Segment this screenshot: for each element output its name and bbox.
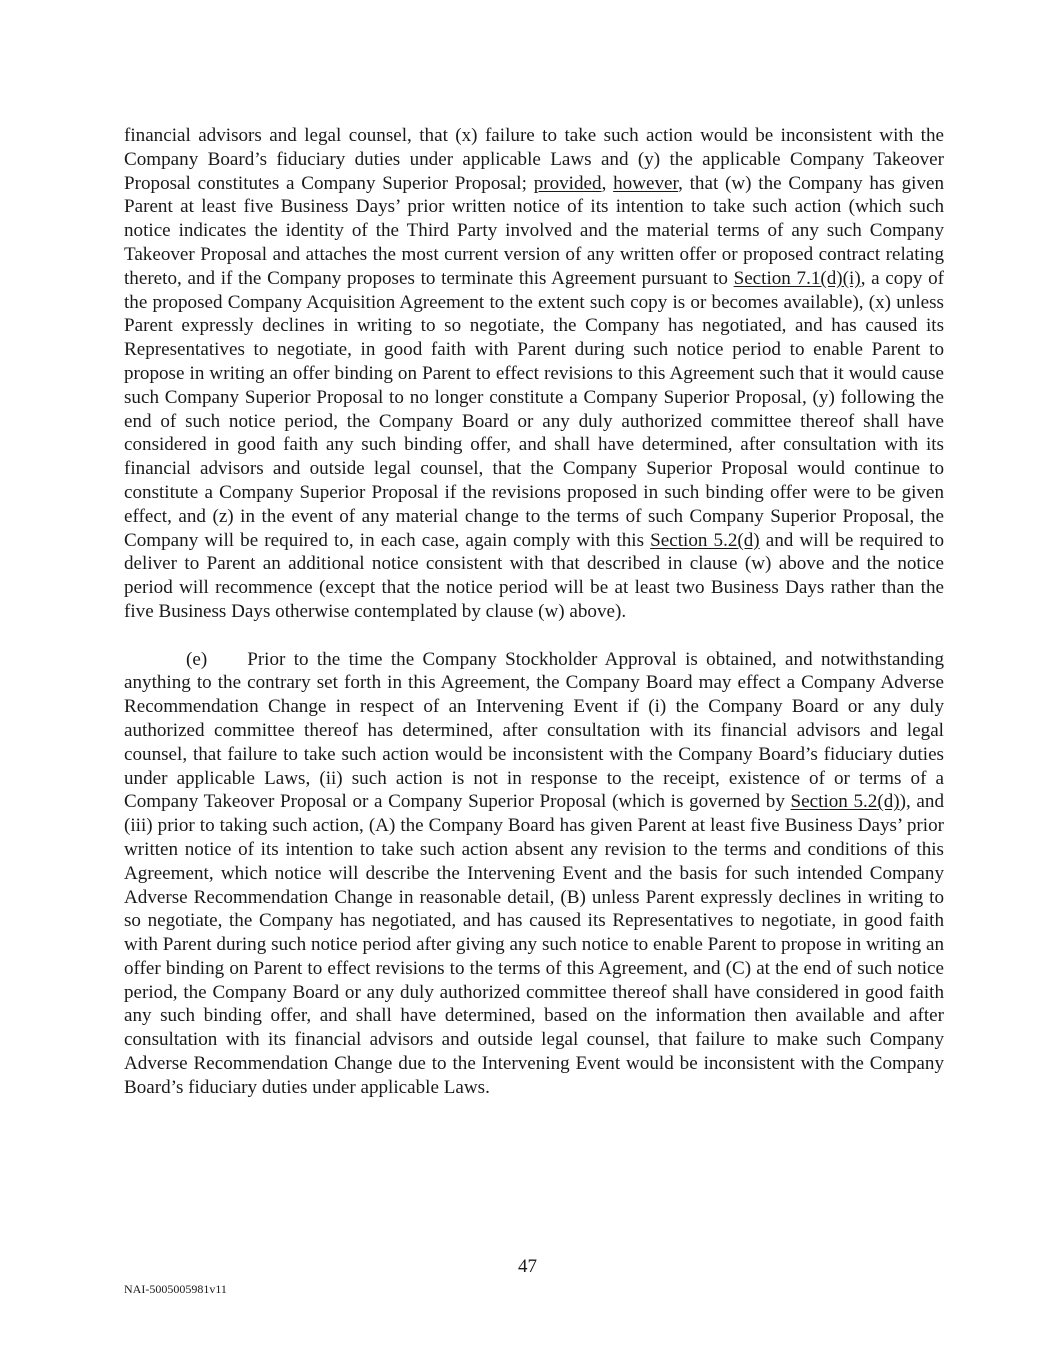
document-id: NAI-5005005981v11 (124, 1282, 227, 1296)
underlined-term: Section 5.2(d) (790, 791, 900, 813)
underlined-term: Section 5.2(d) (650, 529, 760, 551)
text-segment: , (601, 172, 614, 194)
underlined-term: Section 7.1(d)(i) (733, 267, 861, 289)
text-segment: ), and (iii) prior to taking such action, (A) the Company Board has given Parent at least five Business Days’ prior written notice of its intention to take such action absent any revision to the terms and conditions of this Agreement, which notice will describe the Intervening Event and the basis for such intended Company Adverse Recommendation Change in reasonable detail, (B) unless Parent expressly declines in writing to so negotiate, the Company has negotiated, and has caused its Representatives to negotiate, in good faith with Parent during such notice period after giving any such notice to enable Parent to propose in writing an offer binding on Parent to effect revisions to the terms of this Agreement, and (C) at the end of such notice period, the Company Board or any duly authorized committee thereof shall have considered in good faith any such binding offer, and shall have determined, based on the information then available and after consultation with its financial advisors and outside legal counsel, that failure to make such Company Adverse Recommendation Change due to the Intervening Event would be inconsistent with the Company Board’s fiduciary duties under applicable Laws. (124, 791, 944, 1098)
underlined-term: provided (533, 172, 602, 194)
body-text (124, 124, 944, 1100)
paragraph-section-e (124, 648, 944, 1100)
paragraph-continuation (124, 124, 944, 624)
text-segment: and will be required to deliver to Parent an additional notice consistent with that described in clause (w) above and the notice period will recommence (except that the notice period will be at least two Business Days rather than the five Business Days otherwise contemplated by clause (w) above). (124, 529, 944, 622)
text-segment: financial advisors and legal counsel, that (x) failure to take such action would be inconsistent with the Company Board’s fiduciary duties under applicable Laws and (y) the applicable Company Takeover Proposal constitutes a Company Superior Proposal; (124, 125, 944, 194)
page-number: 47 (518, 1256, 537, 1277)
text-segment: Prior to the time the Company Stockholder Approval is obtained, and notwithstanding anything to the contrary set forth in this Agreement, the Company Board may effect a Company Adverse Recommendation Change in respect of an Intervening Event if (i) the Company Board or any duly authorized committee thereof has determined, after consultation with its financial advisors and legal counsel, that failure to take such action would be inconsistent with the Company Board’s fiduciary duties under applicable Laws, (ii) such action is not in response to the receipt, existence of or terms of a Company Takeover Proposal or a Company Superior Proposal (which is governed by (124, 648, 944, 813)
underlined-term: however (613, 172, 679, 194)
text-segment: , a copy of the proposed Company Acquisition Agreement to the extent such copy is or becomes available), (x) unless Parent expressly declines in writing to so negotiate, the Company has negotiated, and has caused its Representatives to negotiate, in good faith with Parent during such notice period to enable Parent to propose in writing an offer binding on Parent to effect revisions to this Agreement such that it would cause such Company Superior Proposal to no longer constitute a Company Superior Proposal, (y) following the end of such notice period, the Company Board or any duly authorized committee thereof shall have considered in good faith any such binding offer, and shall have determined, after consultation with its financial advisors and outside legal counsel, that the Company Superior Proposal would continue to constitute a Company Superior Proposal if the revisions proposed in such binding offer were to be given effect, and (z) in the event of any material change to the terms of such Company Superior Proposal, the Company will be required to, in each case, again comply with this (124, 267, 945, 551)
text-segment: , that (w) the Company has given Parent at least five Business Days’ prior written notice of its intention to take such action (which such notice indicates the identity of the Third Party involved and the material terms of any such Company Takeover Proposal and attaches the most current version of any written offer or proposed contract relating thereto, and if the Company proposes to terminate this Agreement pursuant to (124, 172, 945, 289)
section-label: (e) (186, 648, 208, 670)
